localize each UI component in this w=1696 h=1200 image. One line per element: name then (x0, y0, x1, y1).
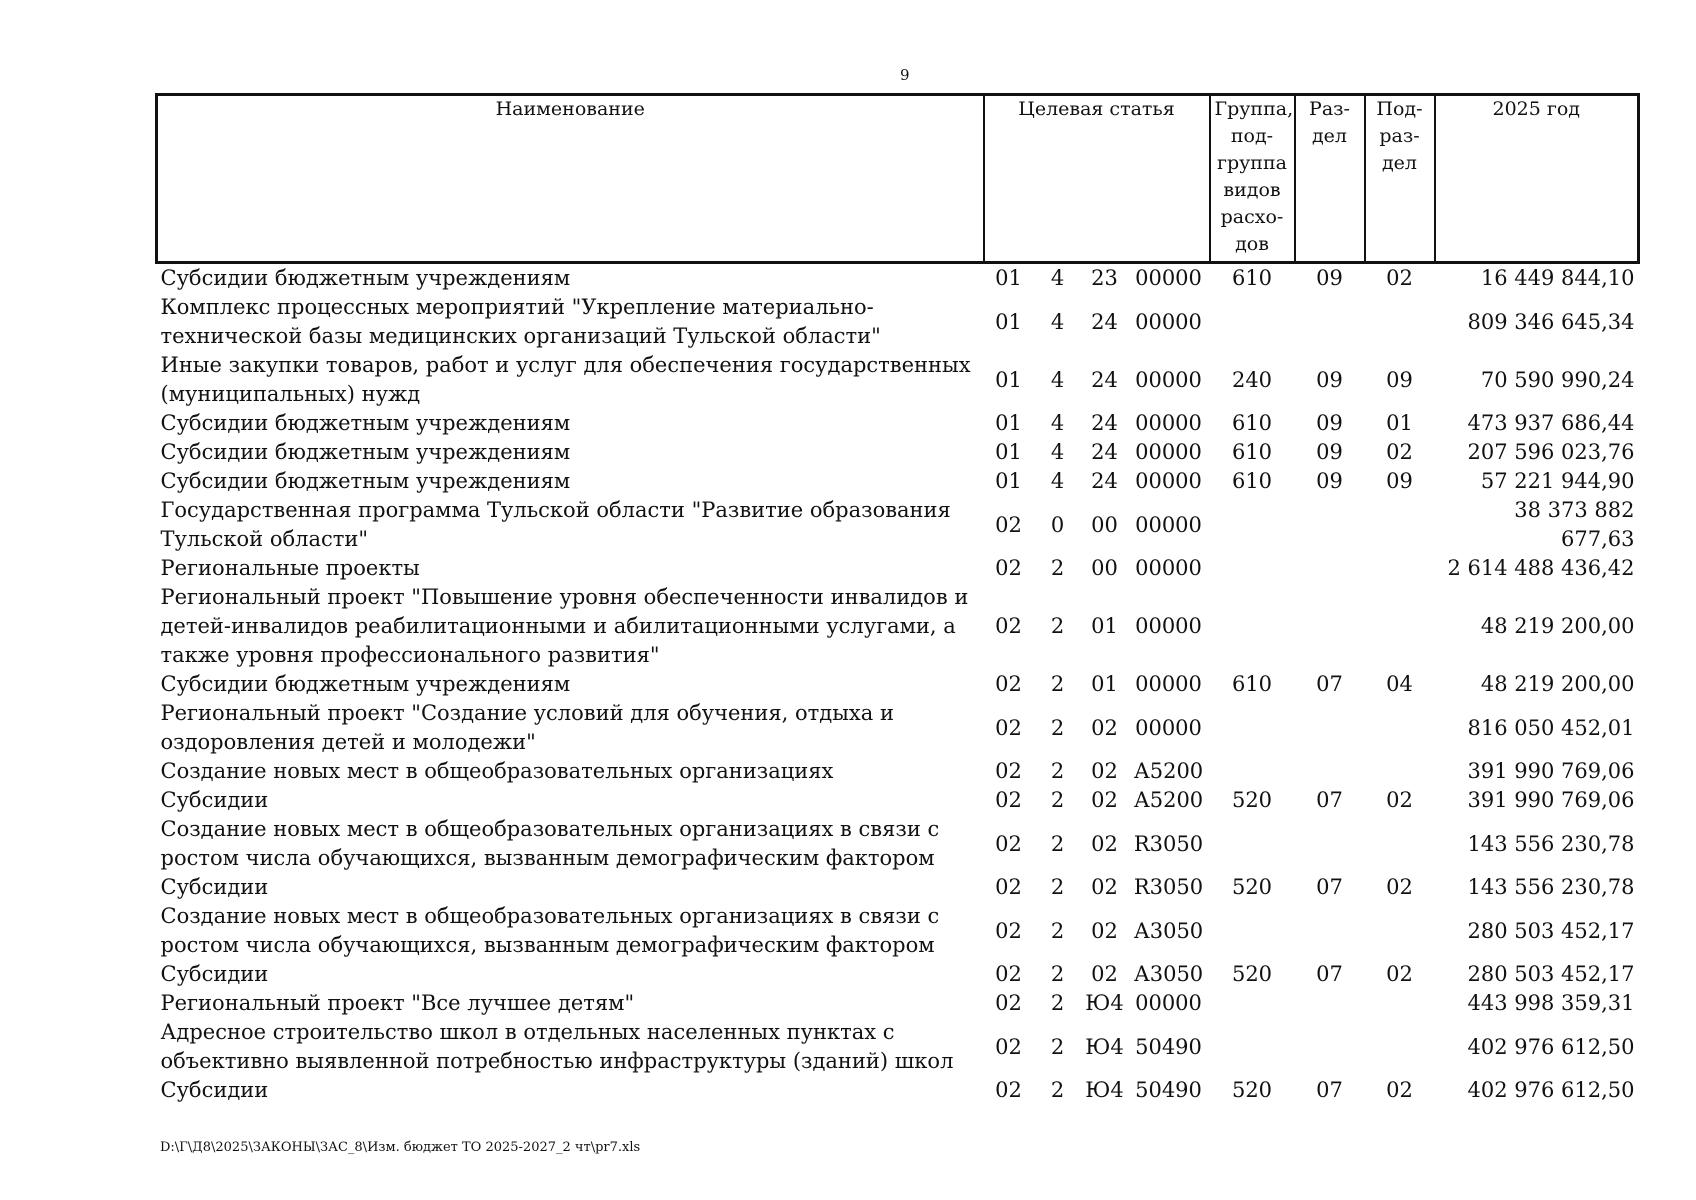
target-code-program-cell: 02 (995, 556, 1022, 580)
target-code-program-cell: 01 (995, 469, 1022, 493)
subsection-cell: 02 (1386, 962, 1413, 986)
target-code-structure-cell: 00 (1091, 512, 1118, 537)
target-code-structure-cell: 24 (1091, 309, 1118, 334)
section-cell: 07 (1316, 788, 1343, 812)
expense-group-cell (1210, 902, 1295, 960)
table-row (157, 670, 1639, 699)
row-name-cell: Субсидии бюджетным учреждениям (160, 469, 571, 493)
target-code-type-cell: 2 (1050, 715, 1065, 740)
target-code-structure-cell: Ю4 (1085, 1078, 1124, 1102)
target-code-structure-cell: 00 (1091, 556, 1118, 580)
target-code-structure-cell: 01 (1091, 672, 1118, 696)
header-subsection: Под-раз-дел (1365, 95, 1435, 263)
target-code-direction-cell: А3050 (1133, 962, 1204, 986)
subsection-cell: 09 (1386, 469, 1413, 493)
target-code-structure-cell: 02 (1091, 831, 1118, 856)
budget-table (155, 93, 1640, 1105)
subsection-cell: 02 (1386, 266, 1413, 290)
subsection-cell: 02 (1386, 1078, 1413, 1102)
target-code-type-cell: 4 (1050, 266, 1065, 290)
expense-group-cell (1210, 496, 1295, 554)
target-code-structure-cell: 02 (1091, 759, 1118, 783)
section-cell (1295, 554, 1365, 583)
table-row (157, 989, 1639, 1018)
target-code-structure-cell: 23 (1091, 266, 1118, 290)
section-cell (1295, 496, 1365, 554)
amount-cell: 207 596 023,76 (1467, 440, 1635, 464)
target-code-program-cell: 02 (995, 918, 1022, 943)
row-name-cell: Субсидии бюджетным учреждениям (160, 411, 571, 435)
subsection-cell: 01 (1386, 411, 1413, 435)
amount-cell: 143 556 230,78 (1467, 875, 1635, 899)
section-cell: 09 (1316, 440, 1343, 464)
row-name-cell: Субсидии (160, 788, 269, 812)
amount-cell: 70 590 990,24 (1480, 367, 1635, 392)
section-cell (1295, 1018, 1365, 1076)
target-code-program-cell: 02 (995, 962, 1022, 986)
target-code-structure-cell: 24 (1091, 440, 1118, 464)
section-cell: 07 (1316, 962, 1343, 986)
target-code-structure-cell: 24 (1091, 469, 1118, 493)
amount-cell: 809 346 645,34 (1467, 309, 1635, 334)
budget-table-wrapper (155, 93, 1640, 1105)
expense-group-cell (1210, 554, 1295, 583)
amount-cell: 443 998 359,31 (1467, 991, 1635, 1015)
row-name-cell: Субсидии (160, 962, 269, 986)
target-code-type-cell: 2 (1050, 1034, 1065, 1059)
target-code-type-cell: 2 (1050, 614, 1065, 638)
target-code-type-cell: 2 (1050, 1078, 1065, 1102)
target-code-program-cell: 01 (995, 309, 1022, 334)
target-code-direction-cell: 00000 (1135, 309, 1202, 334)
target-code-direction-cell: 00000 (1135, 266, 1202, 290)
amount-cell: 473 937 686,44 (1467, 411, 1635, 435)
target-code-direction-cell: 00000 (1135, 411, 1202, 435)
expense-group-cell: 520 (1231, 1078, 1273, 1102)
expense-group-cell: 240 (1231, 367, 1273, 392)
table-row (157, 263, 1639, 294)
target-code-direction-cell: 00000 (1135, 556, 1202, 580)
table-row (157, 757, 1639, 786)
table-row (157, 1018, 1639, 1076)
amount-cell: 816 050 452,01 (1467, 715, 1635, 740)
target-code-direction-cell: А5200 (1133, 788, 1204, 812)
target-code-direction-cell: 50490 (1135, 1034, 1202, 1059)
table-row (157, 873, 1639, 902)
target-code-type-cell: 2 (1050, 556, 1065, 580)
subsection-cell: 02 (1386, 788, 1413, 812)
page-number: 9 (900, 66, 910, 84)
target-code-direction-cell: 00000 (1135, 367, 1202, 392)
header-section: Раз-дел (1295, 95, 1365, 263)
subsection-cell (1365, 293, 1435, 351)
target-code-structure-cell: 01 (1091, 614, 1118, 638)
row-name-cell: Создание новых мест в общеобразовательных организациях (160, 759, 834, 783)
table-row (157, 496, 1639, 554)
amount-cell: 2 614 488 436,42 (1447, 556, 1635, 580)
table-row (157, 554, 1639, 583)
amount-cell: 280 503 452,17 (1467, 918, 1635, 943)
expense-group-cell (1210, 757, 1295, 786)
section-cell: 09 (1316, 411, 1343, 435)
target-code-direction-cell: 00000 (1135, 614, 1202, 638)
table-row (157, 467, 1639, 496)
amount-cell: 143 556 230,78 (1467, 831, 1635, 856)
section-cell (1295, 989, 1365, 1018)
amount-cell: 16 449 844,10 (1480, 266, 1635, 290)
target-code-program-cell: 02 (995, 1078, 1022, 1102)
section-cell (1295, 699, 1365, 757)
target-code-type-cell: 2 (1050, 962, 1065, 986)
target-code-program-cell: 02 (995, 788, 1022, 812)
target-code-type-cell: 2 (1050, 991, 1065, 1015)
amount-cell: 402 976 612,50 (1467, 1078, 1635, 1102)
table-row (157, 583, 1639, 670)
row-name-cell: Создание новых мест в общеобразовательных организациях в связи с ростом числа обучающихся, вызванным демографическим фактором (160, 817, 940, 870)
target-code-structure-cell: Ю4 (1085, 991, 1124, 1015)
expense-group-cell (1210, 989, 1295, 1018)
target-code-program-cell: 02 (995, 1034, 1022, 1059)
subsection-cell (1365, 989, 1435, 1018)
row-name-cell: Региональный проект "Все лучшее детям" (160, 991, 635, 1015)
amount-cell: 280 503 452,17 (1467, 962, 1635, 986)
target-code-type-cell: 2 (1050, 918, 1065, 943)
target-code-direction-cell: R3050 (1133, 875, 1204, 899)
table-row (157, 293, 1639, 351)
table-header-row (157, 95, 1639, 263)
target-code-type-cell: 4 (1050, 440, 1065, 464)
header-name: Наименование (157, 95, 984, 263)
target-code-program-cell: 02 (995, 715, 1022, 740)
row-name-cell: Создание новых мест в общеобразовательных организациях в связи с ростом числа обучающихся, вызванным демографическим фактором (160, 904, 940, 957)
target-code-program-cell: 01 (995, 440, 1022, 464)
table-row (157, 351, 1639, 409)
table-row (157, 699, 1639, 757)
row-name-cell: Государственная программа Тульской области "Развитие образования Тульской области" (160, 498, 951, 551)
subsection-cell (1365, 554, 1435, 583)
expense-group-cell (1210, 815, 1295, 873)
subsection-cell (1365, 902, 1435, 960)
target-code-structure-cell: 02 (1091, 788, 1118, 812)
row-name-cell: Региональный проект "Создание условий для обучения, отдыха и оздоровления детей и молодежи" (160, 701, 894, 754)
target-code-program-cell: 02 (995, 991, 1022, 1015)
amount-cell: 48 219 200,00 (1480, 614, 1635, 638)
table-row (157, 960, 1639, 989)
target-code-program-cell: 01 (995, 367, 1022, 392)
target-code-direction-cell: А3050 (1133, 918, 1204, 943)
target-code-structure-cell: 02 (1091, 875, 1118, 899)
target-code-type-cell: 2 (1050, 875, 1065, 899)
target-code-program-cell: 01 (995, 411, 1022, 435)
expense-group-cell: 520 (1231, 788, 1273, 812)
target-code-type-cell: 2 (1050, 831, 1065, 856)
subsection-cell: 02 (1386, 440, 1413, 464)
row-name-cell: Субсидии (160, 1078, 269, 1102)
expense-group-cell (1210, 583, 1295, 670)
amount-cell: 391 990 769,06 (1467, 788, 1635, 812)
target-code-structure-cell: 02 (1091, 962, 1118, 986)
amount-cell: 38 373 882 677,63 (1514, 498, 1635, 551)
file-path-footer: D:\Г\Д8\2025\ЗАКОНЫ\ЗАС_8\Изм. бюджет ТО 2025-2027_2 чт\pr7.xls (160, 1140, 641, 1155)
target-code-direction-cell: 00000 (1135, 440, 1202, 464)
target-code-direction-cell: 00000 (1135, 512, 1202, 537)
row-name-cell: Субсидии бюджетным учреждениям (160, 266, 571, 290)
target-code-type-cell: 2 (1050, 672, 1065, 696)
target-code-type-cell: 2 (1050, 788, 1065, 812)
expense-group-cell: 610 (1231, 411, 1273, 435)
row-name-cell: Адресное строительство школ в отдельных населенных пунктах с объективно выявленной потребностью инфраструктуры (зданий) школ (160, 1020, 954, 1073)
amount-cell: 48 219 200,00 (1480, 672, 1635, 696)
subsection-cell: 09 (1386, 367, 1413, 392)
expense-group-cell: 520 (1231, 875, 1273, 899)
target-code-direction-cell: 00000 (1135, 715, 1202, 740)
amount-cell: 391 990 769,06 (1467, 759, 1635, 783)
header-target-article: Целевая статья (984, 95, 1210, 263)
subsection-cell (1365, 699, 1435, 757)
target-code-structure-cell: 24 (1091, 367, 1118, 392)
target-code-direction-cell: 50490 (1135, 1078, 1202, 1102)
subsection-cell (1365, 815, 1435, 873)
expense-group-cell: 520 (1231, 962, 1273, 986)
section-cell (1295, 815, 1365, 873)
amount-cell: 57 221 944,90 (1480, 469, 1635, 493)
table-body (157, 263, 1639, 1106)
subsection-cell: 04 (1386, 672, 1413, 696)
target-code-direction-cell: А5200 (1133, 759, 1204, 783)
header-year: 2025 год (1435, 95, 1639, 263)
row-name-cell: Иные закупки товаров, работ и услуг для обеспечения государственных (муниципальных) нужд (160, 353, 971, 406)
target-code-direction-cell: R3050 (1133, 831, 1204, 856)
target-code-direction-cell: 00000 (1135, 469, 1202, 493)
subsection-cell (1365, 1018, 1435, 1076)
row-name-cell: Комплекс процессных мероприятий "Укрепление материально-технической базы медицинских организаций Тульской области" (160, 295, 881, 348)
section-cell: 07 (1316, 875, 1343, 899)
subsection-cell: 02 (1386, 875, 1413, 899)
section-cell (1295, 902, 1365, 960)
target-code-program-cell: 02 (995, 831, 1022, 856)
section-cell: 07 (1316, 672, 1343, 696)
section-cell: 09 (1316, 469, 1343, 493)
amount-cell: 402 976 612,50 (1467, 1034, 1635, 1059)
subsection-cell (1365, 757, 1435, 786)
expense-group-cell (1210, 699, 1295, 757)
expense-group-cell: 610 (1231, 672, 1273, 696)
target-code-program-cell: 02 (995, 759, 1022, 783)
target-code-direction-cell: 00000 (1135, 672, 1202, 696)
table-row (157, 902, 1639, 960)
expense-group-cell (1210, 293, 1295, 351)
target-code-structure-cell: Ю4 (1085, 1034, 1124, 1059)
section-cell (1295, 583, 1365, 670)
header-expense-group: Группа, под-группа видов расхо-дов (1210, 95, 1295, 263)
target-code-type-cell: 4 (1050, 411, 1065, 435)
table-row (157, 786, 1639, 815)
target-code-type-cell: 4 (1050, 309, 1065, 334)
expense-group-cell: 610 (1231, 469, 1273, 493)
row-name-cell: Региональный проект "Повышение уровня обеспеченности инвалидов и детей-инвалидов реабилитационными и абилитационными услугами, а также уровня профессионального развития" (160, 585, 969, 667)
target-code-structure-cell: 02 (1091, 715, 1118, 740)
target-code-program-cell: 01 (995, 266, 1022, 290)
subsection-cell (1365, 583, 1435, 670)
subsection-cell (1365, 496, 1435, 554)
table-row (157, 409, 1639, 438)
table-row (157, 1076, 1639, 1105)
target-code-direction-cell: 00000 (1135, 991, 1202, 1015)
target-code-structure-cell: 24 (1091, 411, 1118, 435)
section-cell (1295, 757, 1365, 786)
expense-group-cell: 610 (1231, 266, 1273, 290)
target-code-type-cell: 0 (1050, 512, 1065, 537)
section-cell: 09 (1316, 266, 1343, 290)
table-row (157, 815, 1639, 873)
row-name-cell: Субсидии (160, 875, 269, 899)
table-row (157, 438, 1639, 467)
target-code-program-cell: 02 (995, 672, 1022, 696)
section-cell (1295, 293, 1365, 351)
target-code-type-cell: 4 (1050, 469, 1065, 493)
row-name-cell: Региональные проекты (160, 556, 420, 580)
target-code-program-cell: 02 (995, 875, 1022, 899)
target-code-program-cell: 02 (995, 614, 1022, 638)
section-cell: 09 (1316, 367, 1343, 392)
target-code-type-cell: 2 (1050, 759, 1065, 783)
target-code-program-cell: 02 (995, 512, 1022, 537)
target-code-structure-cell: 02 (1091, 918, 1118, 943)
expense-group-cell: 610 (1231, 440, 1273, 464)
section-cell: 07 (1316, 1078, 1343, 1102)
row-name-cell: Субсидии бюджетным учреждениям (160, 440, 571, 464)
row-name-cell: Субсидии бюджетным учреждениям (160, 672, 571, 696)
expense-group-cell (1210, 1018, 1295, 1076)
target-code-type-cell: 4 (1050, 367, 1065, 392)
